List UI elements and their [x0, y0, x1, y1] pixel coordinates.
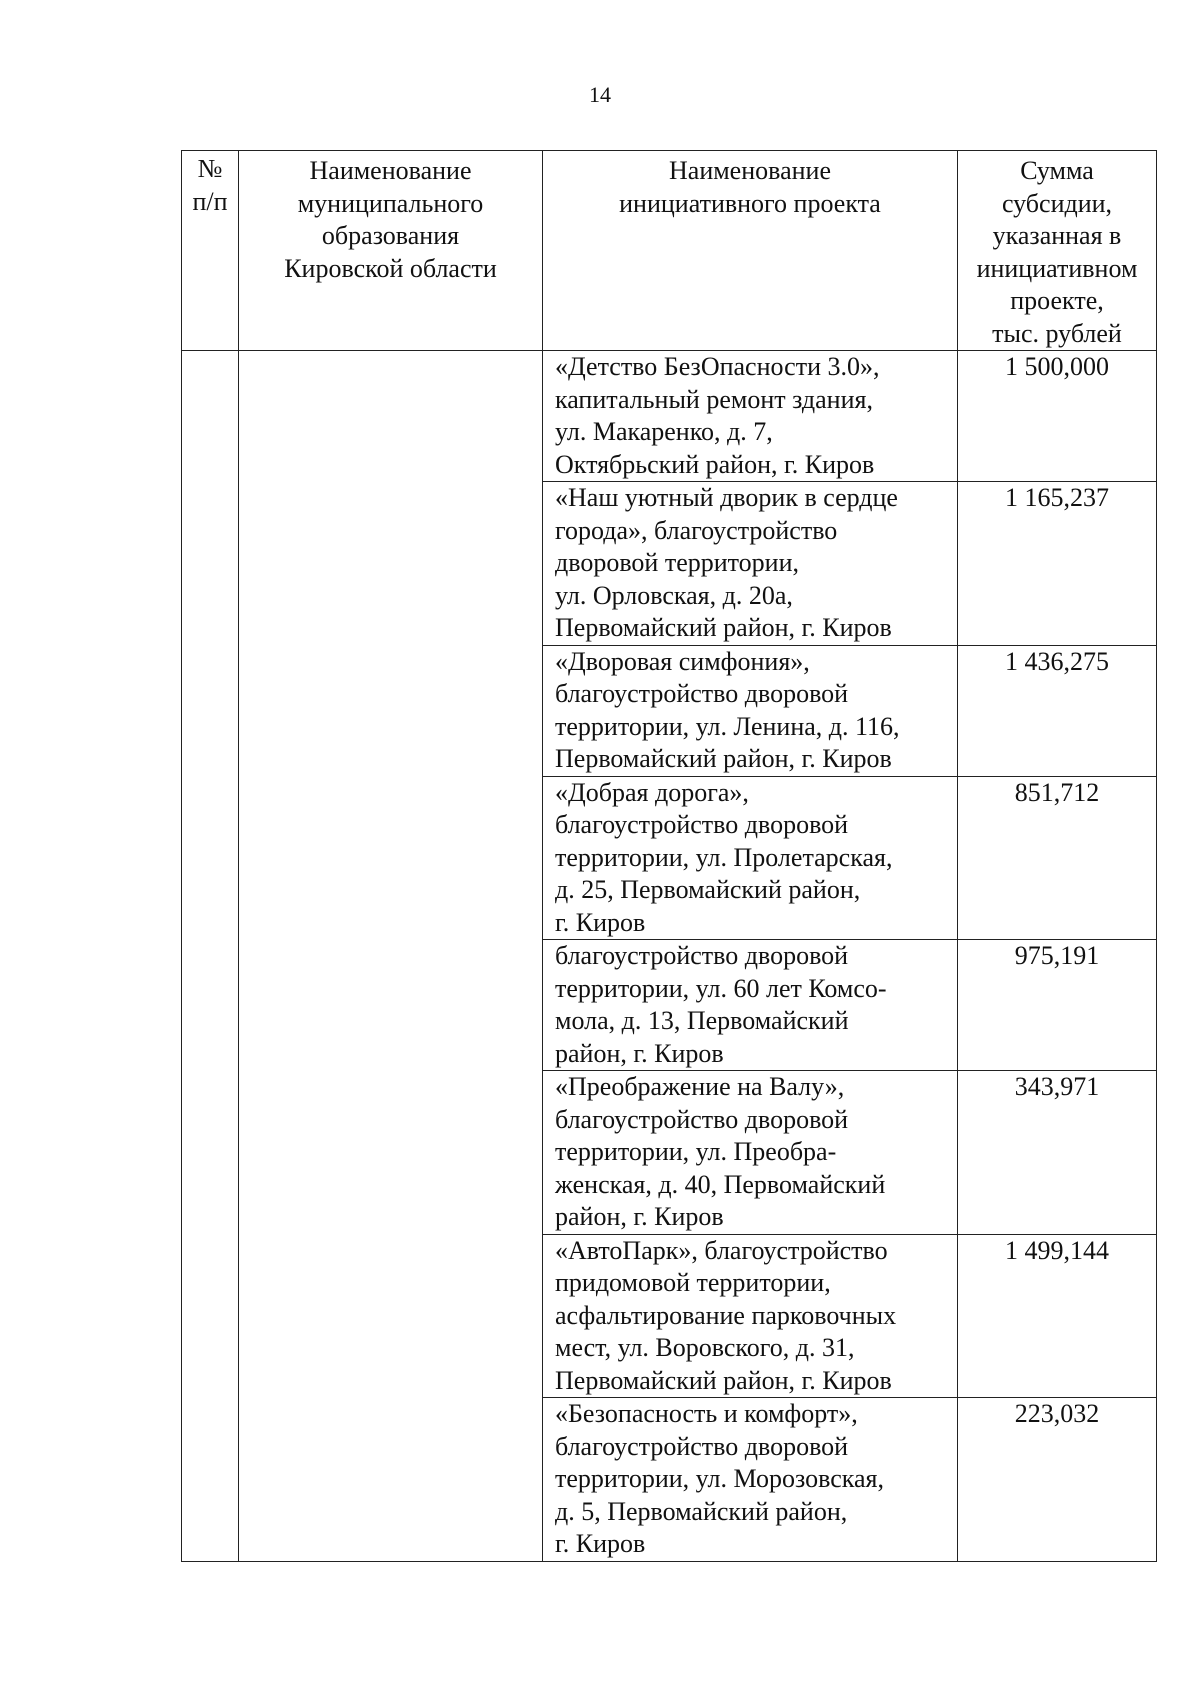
project-line: благоустройство дворовой [555, 810, 849, 839]
project-line: территории, ул. Ленина, д. 116, [555, 711, 900, 741]
amount-cell: 1 500,000 [958, 351, 1157, 482]
amount-cell: 1 436,275 [958, 645, 1157, 776]
project-line: благоустройство дворовой [555, 679, 849, 708]
project-line: г. Киров [555, 907, 646, 937]
header-line: инициативном [976, 253, 1138, 283]
project-line: Первомайский район, г. Киров [555, 1365, 892, 1395]
header-line: образования [321, 221, 460, 250]
project-line: «Наш уютный дворик в сердце [555, 483, 898, 512]
project-cell [543, 482, 958, 646]
municipality-cell [239, 351, 543, 1562]
header-number [182, 151, 239, 351]
project-cell [543, 1398, 958, 1562]
header-line: № [197, 154, 223, 183]
header-line: п/п [192, 186, 228, 216]
project-cell [543, 645, 958, 776]
header-line: муниципального [297, 188, 484, 218]
header-line: указанная в [992, 221, 1122, 250]
project-line: Октябрьский район, г. Киров [555, 449, 875, 479]
header-project [543, 151, 958, 351]
project-line: асфальтирование парковочных [555, 1300, 897, 1330]
project-cell [543, 351, 958, 482]
project-line: территории, ул. Морозовская, [555, 1464, 884, 1493]
header-line: Наименование [309, 156, 472, 185]
amount-cell: 1 165,237 [958, 482, 1157, 646]
header-line: тыс. рублей [992, 318, 1122, 348]
project-cell [543, 776, 958, 940]
project-line: мола, д. 13, Первомайский [555, 1006, 849, 1035]
project-line: благоустройство дворовой [555, 941, 849, 970]
project-cell [543, 1071, 958, 1235]
project-line: «Детство БезОпасности 3.0», [555, 352, 880, 381]
project-line: территории, ул. Пролетарская, [555, 842, 893, 872]
project-line: территории, ул. Преобра- [555, 1137, 837, 1166]
project-line: Первомайский район, г. Киров [555, 744, 892, 773]
project-line: мест, ул. Воровского, д. 31, [555, 1333, 855, 1362]
project-line: благоустройство дворовой [555, 1431, 849, 1461]
project-line: «Безопасность и комфорт», [555, 1399, 858, 1428]
project-line: территории, ул. 60 лет Комсо- [555, 973, 887, 1003]
project-line: «АвтоПарк», благоустройство [555, 1235, 888, 1265]
project-line: «Дворовая симфония», [555, 646, 810, 676]
table-row [182, 351, 1157, 482]
header-line: Сумма [1020, 156, 1094, 185]
amount-cell: 851,712 [958, 776, 1157, 940]
project-line: «Преображение на Валу», [555, 1072, 845, 1101]
project-line: г. Киров [555, 1529, 646, 1558]
amount-cell: 975,191 [958, 940, 1157, 1071]
page-number: 14 [589, 82, 611, 107]
header-line: инициативного проекта [619, 188, 881, 218]
project-line: города», благоустройство [555, 515, 838, 545]
header-municipality [239, 151, 543, 351]
header-amount [958, 151, 1157, 351]
project-line: «Добрая дорога», [555, 777, 749, 807]
project-line: ул. Макаренко, д. 7, [555, 417, 773, 446]
project-line: придомовой территории, [555, 1268, 831, 1297]
amount-cell: 343,971 [958, 1071, 1157, 1235]
header-line: субсидии, [1001, 188, 1113, 218]
project-line: д. 5, Первомайский район, [555, 1496, 848, 1526]
project-line: район, г. Киров [555, 1038, 724, 1068]
project-cell [543, 1234, 958, 1398]
project-line: капитальный ремонт здания, [555, 384, 873, 414]
header-line: Наименование [669, 156, 831, 185]
number-cell [182, 351, 239, 1562]
project-line: Первомайский район, г. Киров [555, 613, 892, 642]
project-line: ул. Орловская, д. 20а, [555, 580, 793, 610]
table-body [182, 351, 1157, 1562]
table-header-row [182, 151, 1157, 351]
project-line: женская, д. 40, Первомайский [555, 1169, 886, 1199]
project-line: район, г. Киров [555, 1202, 724, 1231]
project-cell [543, 940, 958, 1071]
amount-cell: 1 499,144 [958, 1234, 1157, 1398]
subsidy-table [181, 150, 1157, 1562]
project-line: дворовой территории, [555, 548, 800, 577]
amount-cell: 223,032 [958, 1398, 1157, 1562]
header-line: Кировской области [284, 253, 497, 283]
header-line: проекте, [1010, 286, 1104, 315]
project-line: д. 25, Первомайский район, [555, 875, 861, 904]
project-line: благоустройство дворовой [555, 1104, 849, 1134]
